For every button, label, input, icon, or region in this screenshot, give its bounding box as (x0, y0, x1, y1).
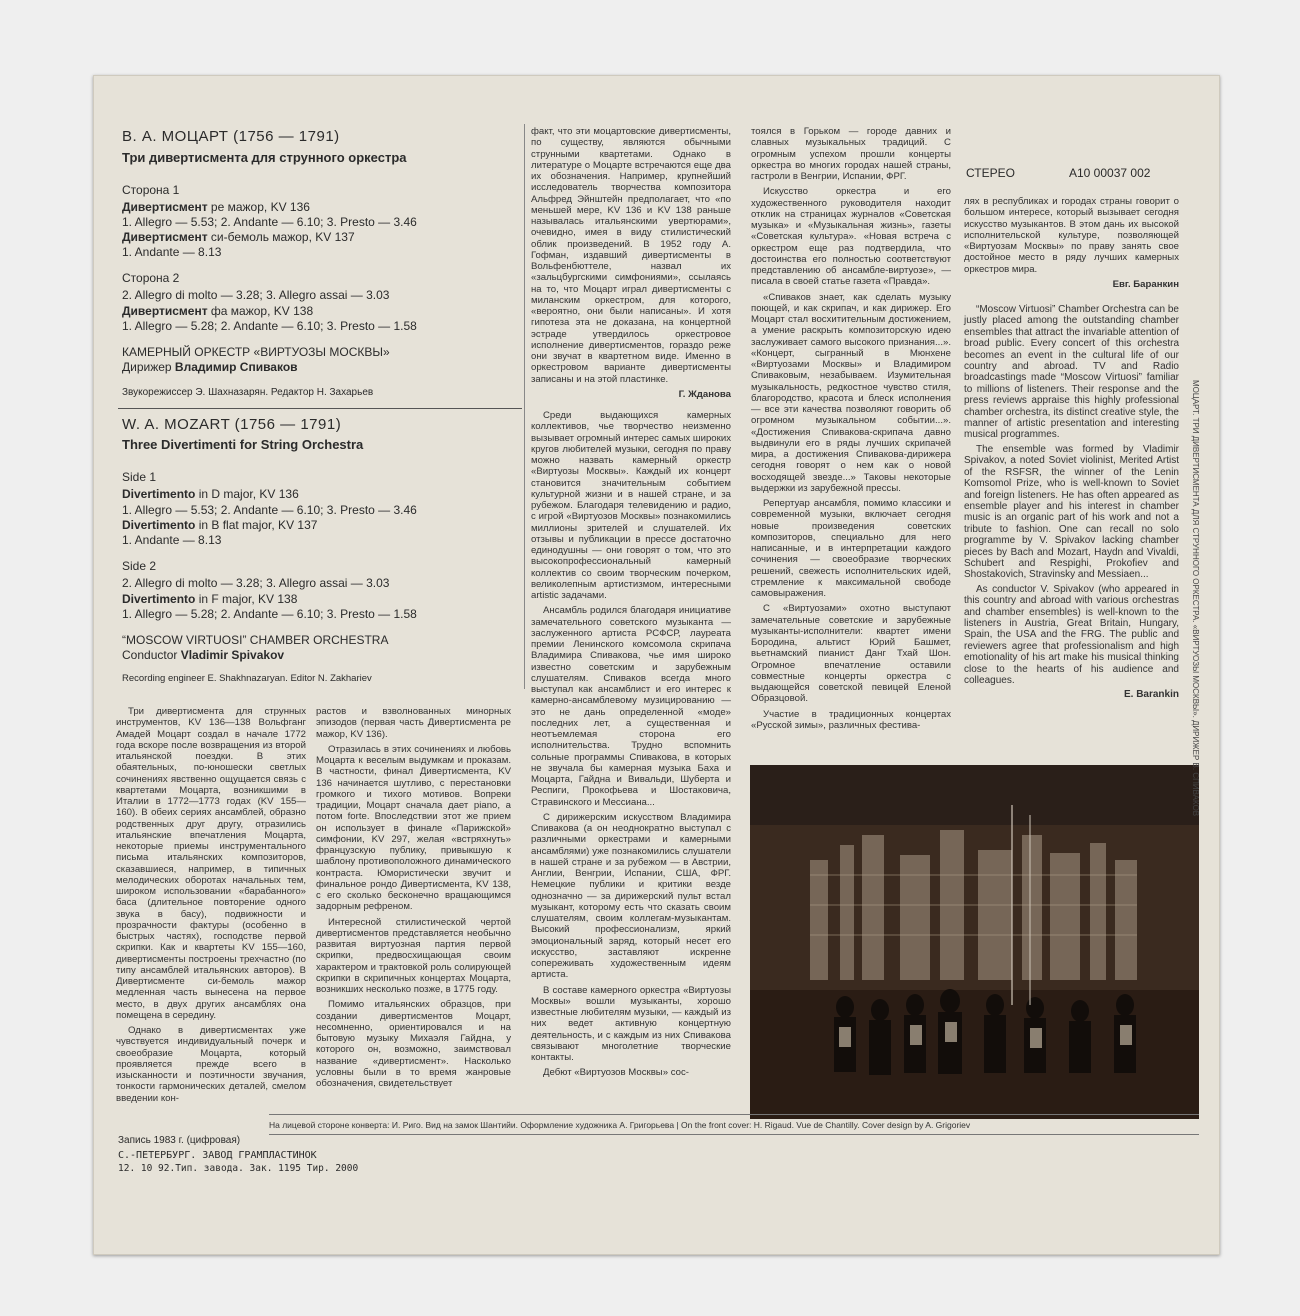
en-orchestra: “MOSCOW VIRTUOSI” CHAMBER ORCHESTRA (122, 633, 389, 647)
notes-paragraph: «Спиваков знает, как сделать музыку поющей, и как скрипач, и как дирижер. Его Моцарт стал восхитительным достижением, а умение раскрыть композиторскую идею заслуживает самого высокого признания...». «Концерт, сыгранный в Мюнхене «Виртуозами Москвы» и Владимиром Спиваковым, незабываем. Изумительная музыкальность, редкостное чувство стиля, благородство, красота и блеск исполнения — все эти качества позволяют говорить об огромном музыкальном событии...». «Достижения Спивакова-скрипача давно выдвинули его в ряды лучших скрипачей мира, а достижения Спивакова-дирижера сегодня говорят о нем как о новой восходящей звезде...» Таковы некоторые выдержки из зарубежной прессы. (751, 291, 951, 494)
orchestra-photo (750, 765, 1199, 1119)
notes-paragraph: факт, что эти моцартовские дивертисменты, по существу, являются обычными струнными квартетами. Однако в литературе о Моцарте встречаются еще два их обозначения. Например, крупнейший исследователь творчества композитора Альфред Эйнштейн предполагает, что «по меньшей мере, KV 136 и KV 138 раньше называлась итальянскими увертюрами», очевидно, имея в виду стилистический облик произведений. В 1952 году А. Гофман, издавший дивертисменты в Вольфенбюттеле, назвал их «зальцбургскими симфониями», ссылаясь на то, что Моцарт играл дивертисменты с миланским оркестром, для которого, «вероятно, они были написаны». И хотя гипотеза эта не доказана, на концертной эстраде утвердилось оркестровое исполнение дивертисментов, гораздо реже они звучат в квартетном виде. Именно в оркестровом варианте дивертисменты записаны и на этой пластинке. (531, 126, 731, 385)
ru-divertimento-2-movements-2: 2. Allegro di molto — 3.28; 3. Allegro assai — 3.03 (122, 288, 390, 302)
stereo-label: СТЕРЕО (966, 166, 1015, 180)
print-info: 12. 10 92.Тип. завода. Зак. 1195 Тир. 2000 (118, 1163, 359, 1174)
plant-name: С.-ПЕТЕРБУРГ. ЗАВОД ГРАМПЛАСТИНОК (118, 1150, 317, 1161)
cover-note: На лицевой стороне конверта: И. Риго. Вид на замок Шантийи. Оформление художника А. Григорьева | On the front cover: H. Rigaud. Vue de Chantilly. Cover design by A. Grigoriev (269, 1120, 971, 1130)
ru-divertimento-3: Дивертисмент фа мажор, KV 138 (122, 304, 314, 318)
header-divider (118, 408, 522, 409)
english-notes (964, 304, 1179, 701)
ru-divertimento-3-movements: 1. Allegro — 5.28; 2. Andante — 6.10; 3. Presto — 1.58 (122, 319, 417, 333)
notes-paragraph: Среди выдающихся камерных коллективов, чье творчество неизменно вызывает огромный интерес самых широких кругов любителей музыки, сегодня по праву можно назвать камерный оркестр «Виртуозы Москвы». Каждый их концерт становится значительным событием культурной жизни и в нашей стране, и за рубежом. Благодаря телевидению и радио, с игрой «Виртуозов Москвы» познакомились миллионы зрителей и слушателей. Их отзывы и публикации в прессе достаточно единодушны — они говорят о том, что это высокопрофессиональный камерный коллектив со своим творческим почерком, великолепным артистизмом, интересными artistic задачами. (531, 410, 731, 601)
ru-work-title: Три дивертисмента для струнного оркестра (122, 150, 407, 165)
en-divertimento-1-movements: 1. Allegro — 5.53; 2. Andante — 6.10; 3. Presto — 3.46 (122, 503, 417, 517)
notes-paragraph: Ансамбль родился благодаря инициативе замечательного советского музыканта — заслуженного артиста РСФСР, лауреата премии Ленинского комсомола скрипача Владимира Спивакова, чье имя широко известно советским и зарубежным слушателям. Спиваков всегда много выступал как ансамблист и его интерес к камерно-ансамблевому музицированию — это не дань определенной «моде» последних лет, а существенная и неотъемлемая сторона его исполнительства. Трудно вспомнить сольные программы Спивакова, в которых не звучала бы камерная музыка Баха и Моцарта, Гайдна и Вивальди, Шуберта и Респиги, Прокофьева и Шостаковича, Стравинского и Мессиана... (531, 605, 731, 808)
en-conductor: Conductor Vladimir Spivakov (122, 648, 285, 662)
english-paragraph: “Moscow Virtuosi” Chamber Orchestra can be justly placed among the outstanding chamber ensembles that attract the invariable attention of broad public. Every concert of this orchestra becomes an event in the cultural life of our country and abroad. TV and Radio broadcastings made “Moscow Virtuosi” familiar to millions of listeners. Their response and the press reviews appraise this highly professional chamber orchestra, its distinct creative style, the manner of artistic presentation and interesting musical programmes. (964, 304, 1179, 441)
notes-paragraph: В составе камерного оркестра «Виртуозы Москвы» вошли музыканты, хорошо известные любителям музыки, — каждый из них ведет активную концертную деятельность, и с каждым из них Спивакова связывают многолетние творческие контакты. (531, 984, 731, 1063)
en-composer: W. A. MOZART (1756 — 1791) (122, 416, 342, 433)
notes-column-3 (531, 126, 731, 1083)
english-paragraph: As conductor V. Spivakov (who appeared in this country and abroad with various orchestras and chamber ensembles) is well-known to the listeners in Austria, Great Britain, Hungary, Spain, the USA and the FRG. The public and reviewers agree that professionalism and high emotionality of his art make his musical thinking close to the hearts of his audience and colleagues. (964, 583, 1179, 686)
en-side1: Side 1 (122, 470, 157, 484)
ru-side1: Сторона 1 (122, 183, 180, 197)
record-sleeve-back (93, 75, 1220, 1255)
notes-paragraph: Интересной стилистической чертой дивертисментов представляется необычно развитая виртуозная партия первой скрипки, предвосхищающая своим характером и трактовкой роль солирующей скрипки в скрипичных концертах Моцарта, возникших несколько позже, в 1775 году. (316, 916, 511, 995)
recording-year: Запись 1983 г. (цифровая) (118, 1135, 241, 1146)
en-divertimento-3: Divertimento in F major, KV 138 (122, 592, 298, 606)
ru-divertimento-2-movements: 1. Andante — 8.13 (122, 245, 222, 259)
notes-paragraph: Три дивертисмента для струнных инструментов, KV 136—138 Вольфганг Амадей Моцарт создал в начале 1772 года вскоре после возвращения из второй итальянской поездки. В этих обаятельных, по-юношески светлых сочинениях явственно ощущается связь с квартетами Моцарта, возникшими в Италии в 1772—1773 годах (KV 155—160). В обеих сериях ансамблей, образно родственных друг другу, отразились итальянские впечатления Моцарта, некоторые приемы инструментального письма итальянских композиторов, сказавшиеся, например, в типичных мелодических оборотах начальных тем, широком использовании «барабанного» баса (длительное повторение одного звука в басу), подвижности и прозрачности фактуры (особенно в быстрых частях), господстве первой скрипки. Как и квартеты KV 155—160, дивертисменты построены трехчастно (по типу ансамблей итальянских авторов). В Дивертисменте си-бемоль мажор медленная часть вынесена на первое место, в двух других ансамблях она помещена в середину. (116, 706, 306, 1021)
author-signature: Евг. Баранкин (1112, 278, 1179, 290)
spine-text: МОЦАРТ. ТРИ ДИВЕРТИСМЕНТА ДЛЯ СТРУННОГО ОРКЕСТРА. «ВИРТУОЗЫ МОСКВЫ». ДИРИЖЕР В. СПИВАКОВ (1191, 380, 1200, 817)
ru-composer: В. А. МОЦАРТ (1756 — 1791) (122, 128, 340, 145)
en-side2: Side 2 (122, 559, 157, 573)
column-divider (524, 124, 525, 689)
ru-divertimento-1: Дивертисмент ре мажор, KV 136 (122, 200, 310, 214)
notes-paragraph: растов и взволнованных минорных эпизодов (первая часть Дивертисмента ре мажор, KV 136). (316, 706, 511, 740)
ru-divertimento-1-movements: 1. Allegro — 5.53; 2. Andante — 6.10; 3. Presto — 3.46 (122, 215, 417, 229)
notes-paragraph: Репертуар ансамбля, помимо классики и современной музыки, включает сегодня новые произведения советских композиторов, специально для него написанные, и в интерпретации каждого сочинения — своеобразие творческих решений, свежесть исполнительских идей, стремление к максимальной свободе самовыражения. (751, 498, 951, 599)
notes-paragraph: Помимо итальянских образцов, при создании дивертисментов Моцарт, несомненно, ориентировался и на бытовую музыку Михаэля Гайдна, у которого он, возможно, заимствовал название «дивертисмент». Насколько условны были в то время жанровые обозначения, свидетельствует (316, 999, 511, 1089)
footer-rule (269, 1134, 1199, 1135)
notes-paragraph: тоялся в Горьком — городе давних и славных музыкальных традиций. С огромным успехом прошли концерты оркестра во многих городах нашей страны, гастроли в Венгрии, Испании, ФРГ. (751, 126, 951, 182)
en-divertimento-2-movements: 1. Andante — 8.13 (122, 533, 222, 547)
ru-orchestra: КАМЕРНЫЙ ОРКЕСТР «ВИРТУОЗЫ МОСКВЫ» (122, 345, 390, 359)
en-divertimento-1: Divertimento in D major, KV 136 (122, 487, 299, 501)
ru-conductor: Дирижер Владимир Спиваков (122, 360, 298, 374)
en-divertimento-2: Divertimento in B flat major, KV 137 (122, 518, 318, 532)
concert-hall-illustration (750, 765, 1199, 1119)
author-signature: Г. Жданова (678, 388, 731, 400)
english-signature: E. Barankin (1123, 689, 1179, 701)
notes-column-4 (751, 126, 951, 735)
notes-column-1 (116, 706, 306, 1108)
ru-side2: Сторона 2 (122, 271, 180, 285)
en-credits: Recording engineer E. Shakhnazaryan. Editor N. Zakhariev (122, 673, 372, 684)
ru-credits: Звукорежиссер Э. Шахназарян. Редактор Н. Захарьев (122, 387, 374, 398)
notes-column-5 (964, 196, 1179, 290)
catalog-number: А10 00037 002 (1069, 166, 1151, 180)
notes-paragraph: Участие в традиционных концертах «Русской зимы», различных фестива- (751, 708, 951, 731)
en-divertimento-3-movements: 1. Allegro — 5.28; 2. Andante — 6.10; 3. Presto — 1.58 (122, 607, 417, 621)
english-paragraph: The ensemble was formed by Vladimir Spivakov, a noted Soviet violinist, Merited Artist of the RSFSR, the winner of the Lenin Komsomol Prize, who is well-known to Soviet and foreign listeners. He has often appeared as ensemble player and his interest in chamber music is an organic part of his work and not a tribute to fashion. One can recall no solo programme by V. Spivakov lacking chamber pieces by Bach and Mozart, Haydn and Vivaldi, Schubert and Respighi, Prokofiev and Shostakovich, Stravinsky and Messiaen... (964, 443, 1179, 581)
notes-paragraph: Искусство оркестра и его художественного руководителя находит отклик на страницах журналов «Советская музыка» и «Музыкальная жизнь», газеты «Советская культура». «Новая встреча с оркестром еще раз подтвердила, что достоинства его полностью соответствуют представлению об ансамбле-виртуозе», — писала в своей статье газета «Правда». (751, 186, 951, 288)
en-divertimento-2-movements-2: 2. Allegro di molto — 3.28; 3. Allegro assai — 3.03 (122, 576, 390, 590)
notes-paragraph: Отразилась в этих сочинениях и любовь Моцарта к веселым выдумкам и проказам. В частности, финал Дивертисмента, KV 136 начинается шутливо, с перестановки громкого и тихого мотивов. Вопреки традиции, Моцарт сначала дает piano, а потом forte. Впоследствии этот же прием он использует в финале «Парижской» симфонии, KV 297, желая «встряхнуть» французскую публику, привыкшую к шаблону противоположного динамического контраста. Юмористически звучит и финальное рондо Дивертисмента, KV 138, с его сколько бесконечно вращающимся задорным рефреном. (316, 743, 511, 913)
notes-column-2 (316, 706, 511, 1093)
notes-paragraph: лях в республиках и городах страны говорит о большом интересе, который вызывает сегодня искусство музыкантов. В этом дань их высокой исполнительской культуре, позволяющей «Виртуозам Москвы» по праву занять свое достойное место в ряду лучших камерных оркестров мира. (964, 196, 1179, 275)
notes-paragraph: С дирижерским искусством Владимира Спивакова (а он неоднократно выступал с различными оркестрами и камерными ансамблями) уже познакомились слушатели в нашей стране и за рубежом — в Австрии, Англии, Венгрии, Испании, США, ФРГ. Немецкие публики и критики везде однозначно — за дирижерский пульт встал музыкант, которому есть что сказать своим слушателям, своим коллегам-музыкантам. Высокий профессионализм, яркий эмоциональный заряд, который несет его искусство, заставляют искренне сопереживать художественным идеям артиста. (531, 811, 731, 981)
notes-paragraph: Дебют «Виртуозов Москвы» сос- (543, 1067, 689, 1079)
notes-paragraph: С «Виртуозами» охотно выступают замечательные советские и зарубежные музыканты-исполнители: квартет имени Бородина, альтист Юрий Башмет, вьетнамский пианист Данг Тхай Шон. Огромное впечатление оставили совместные концерты оркестра с выдающейся советской певицей Еленой Образцовой. (751, 603, 951, 705)
en-work-title: Three Divertimenti for String Orchestra (122, 437, 364, 452)
ru-divertimento-2: Дивертисмент си-бемоль мажор, KV 137 (122, 230, 355, 244)
footer-rule (269, 1114, 1199, 1115)
notes-paragraph: Однако в дивертисментах уже чувствуется индивидуальный почерк и своеобразие Моцарта, который проявляется прежде всего в изысканности и поэтичности звучания, тонкости гармонических деталей, смелом введении кон- (116, 1025, 306, 1104)
